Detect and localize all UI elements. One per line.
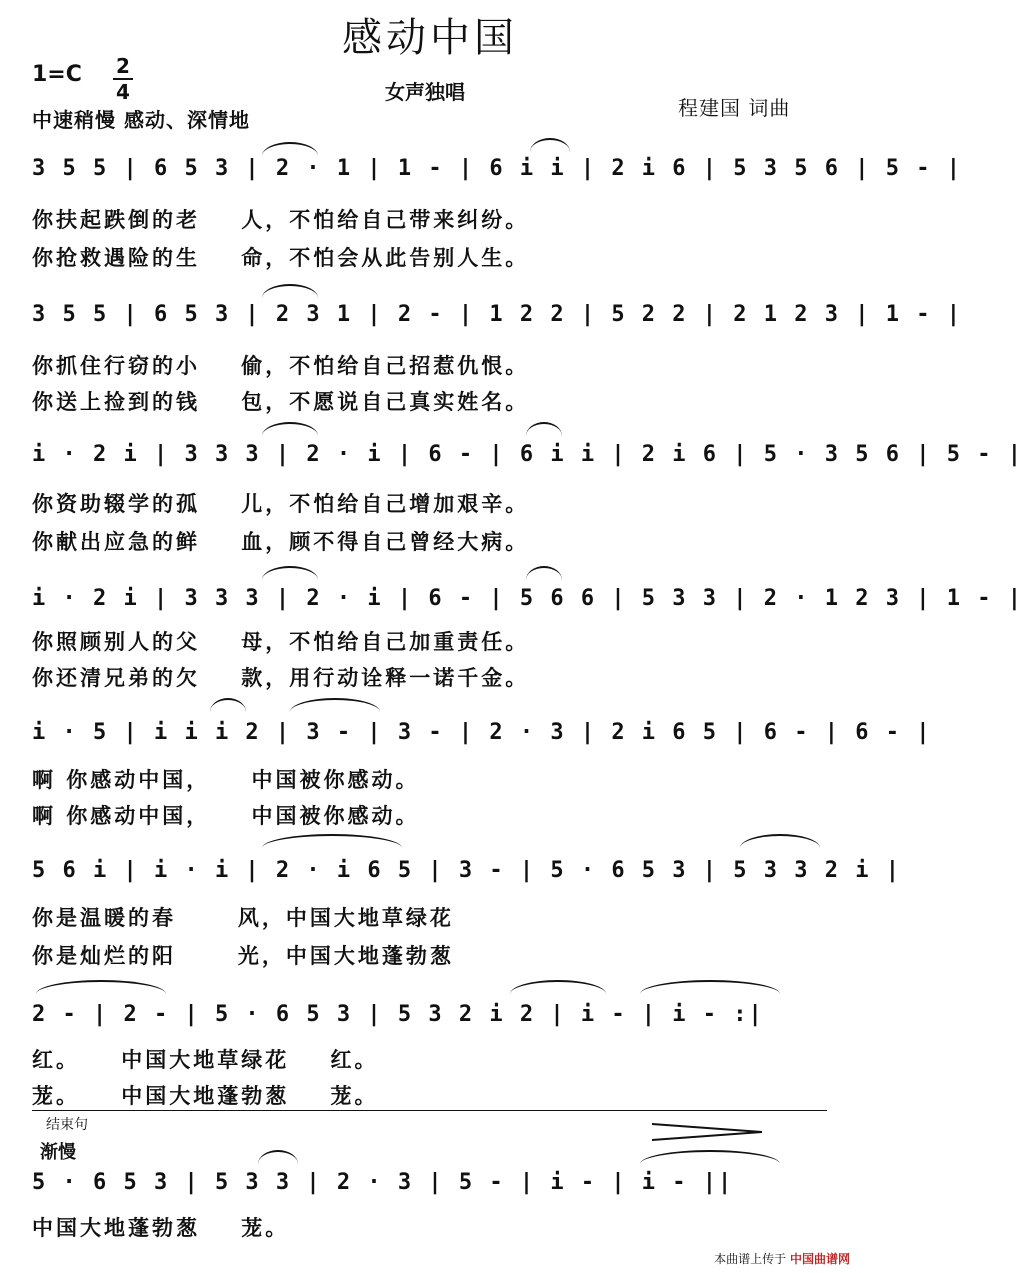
source-footer (714, 1250, 850, 1267)
ending-label: 结束句 (46, 1117, 88, 1133)
slur-mark (290, 698, 380, 712)
notation-line: 5 · 6 5 3 | 5 3 3 | 2 · 3 | 5 - | i - | i - || (32, 1170, 734, 1195)
tempo-change-mark: 渐慢 (40, 1142, 76, 1163)
time-denominator: 4 (116, 80, 130, 104)
notation-line: 3 5 5 | 6 5 3 | 2 · 1 | 1 - | 6 i i | 2 i 6 | 5 3 5 6 | 5 - | (32, 156, 962, 181)
tempo-marking: 中速稍慢 感动、深情地 (32, 108, 250, 132)
author-credit: 程建国 词曲 (678, 96, 791, 120)
lyric-line: 你抓住行窃的小 偷，不怕给自己招惹仇恨。 (32, 354, 530, 378)
time-numerator: 2 (116, 54, 130, 78)
notation-line: 2 - | 2 - | 5 · 6 5 3 | 5 3 2 i 2 | i - | i - :| (32, 1002, 764, 1027)
decrescendo-icon (652, 1118, 762, 1146)
slur-mark (262, 566, 318, 580)
notation-line: 3 5 5 | 6 5 3 | 2 3 1 | 2 - | 1 2 2 | 5 2 2 | 2 1 2 3 | 1 - | (32, 302, 962, 327)
notation-line: i · 2 i | 3 3 3 | 2 · i | 6 - | 5 6 6 | 5 3 3 | 2 · 1 2 3 | 1 - | (32, 586, 1023, 611)
lyric-line: 你献出应急的鲜 血，顾不得自己曾经大病。 (32, 530, 530, 554)
lyric-line: 啊 你感动中国， 中国被你感动。 (32, 768, 420, 792)
lyric-line: 中国大地蓬勃葱 茏。 (32, 1216, 290, 1240)
slur-mark (640, 980, 780, 994)
slur-mark (740, 834, 820, 848)
lyric-line: 茏。 中国大地蓬勃葱 茏。 (32, 1084, 379, 1108)
notation-line: i · 5 | i i i 2 | 3 - | 3 - | 2 · 3 | 2 i 6 5 | 6 - | 6 - | (32, 720, 932, 745)
slur-mark (526, 422, 562, 436)
lyric-line: 你还清兄弟的欠 款，用行动诠释一诺千金。 (32, 666, 530, 690)
slur-mark (526, 566, 562, 580)
slur-mark (640, 1150, 780, 1164)
lyric-line: 你资助辍学的孤 儿，不怕给自己增加艰辛。 (32, 492, 530, 516)
slur-mark (36, 980, 166, 994)
performance-type: 女声独唱 (385, 80, 465, 104)
slur-mark (210, 698, 246, 712)
lyric-line: 红。 中国大地草绿花 红。 (32, 1048, 379, 1072)
slur-mark (262, 142, 318, 156)
slur-mark (258, 1150, 298, 1164)
lyric-line: 你是灿烂的阳 光，中国大地蓬勃葱 (32, 944, 454, 968)
page-title: 感动中国 (342, 15, 518, 61)
lyric-line: 你送上捡到的钱 包，不愿说自己真实姓名。 (32, 390, 530, 414)
lyric-line: 啊 你感动中国， 中国被你感动。 (32, 804, 420, 828)
slur-mark (262, 834, 402, 848)
lyric-line: 你照顾别人的父 母，不怕给自己加重责任。 (32, 630, 530, 654)
key-signature: 1=C (32, 62, 82, 87)
slur-mark (262, 422, 318, 436)
lyric-line: 你扶起跌倒的老 人，不怕给自己带来纠纷。 (32, 208, 530, 232)
footer-text: 本曲谱上传于 (714, 1252, 787, 1266)
lyric-line: 你是温暖的春 风，中国大地草绿花 (32, 906, 454, 930)
ending-bracket-line (32, 1110, 827, 1111)
site-logo[interactable]: 中国曲谱网 (789, 1252, 850, 1266)
slur-mark (510, 980, 606, 994)
lyric-line: 你抢救遇险的生 命，不怕会从此告别人生。 (32, 246, 530, 270)
notation-line: 5 6 i | i · i | 2 · i 6 5 | 3 - | 5 · 6 5 3 | 5 3 3 2 i | (32, 858, 901, 883)
notation-line: i · 2 i | 3 3 3 | 2 · i | 6 - | 6 i i | 2 i 6 | 5 · 3 5 6 | 5 - | (32, 442, 1023, 467)
slur-mark (262, 284, 318, 298)
time-signature (110, 56, 136, 102)
slur-mark (530, 138, 570, 152)
